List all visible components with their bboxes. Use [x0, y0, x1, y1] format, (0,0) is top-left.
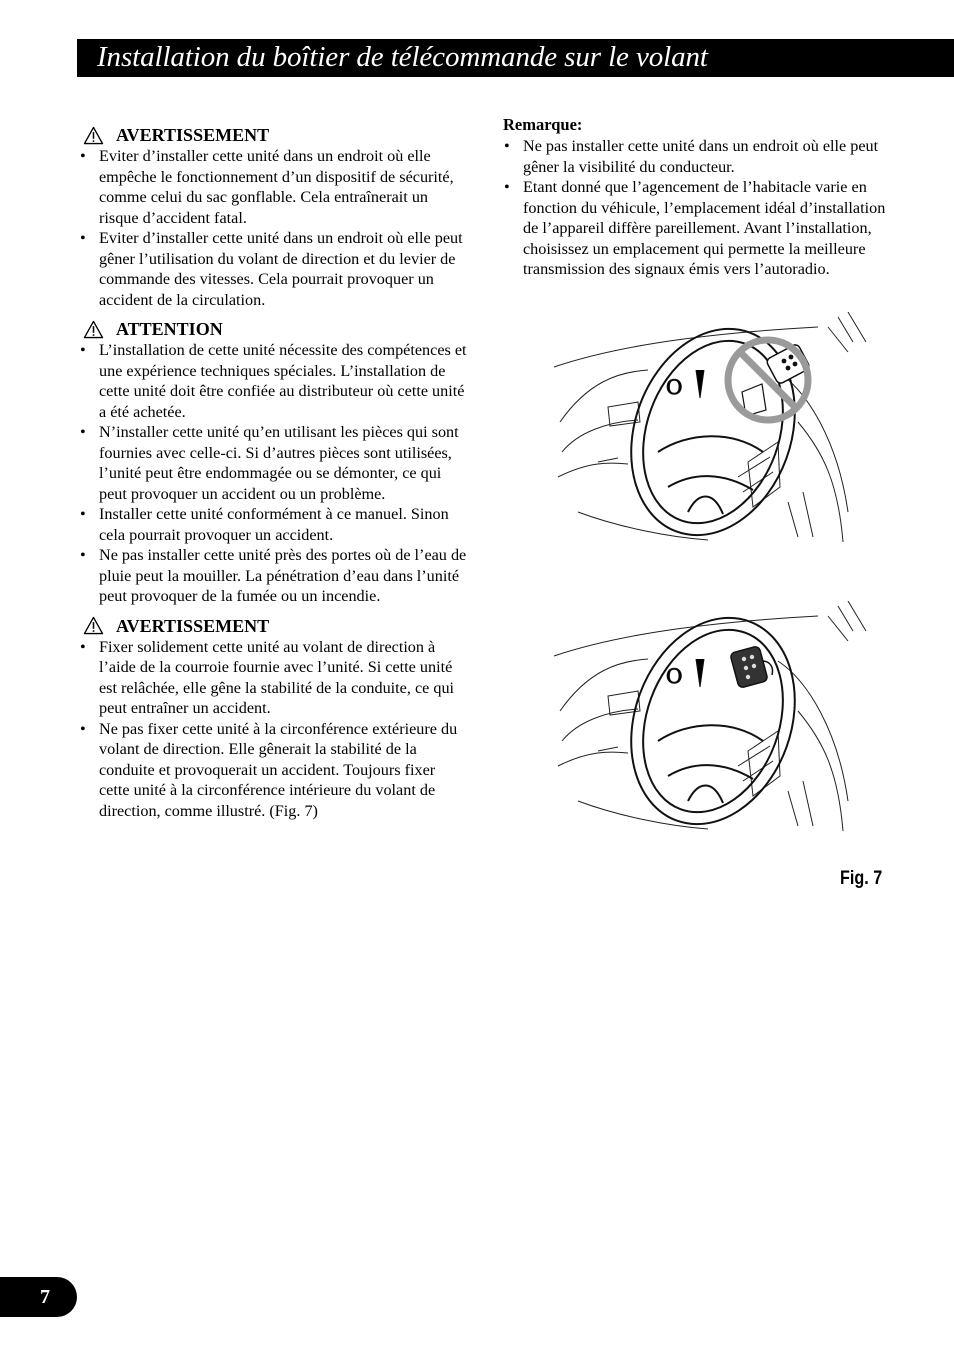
list-item: • N’installer cette unité qu’en utilisant les pièces qui sont fournies avec celle-ci. Si d’autres pièces sont utilisées, l’unité peut être endommagée ou se démonter, ce qui peut provoquer un accident ou un problème. — [80, 423, 459, 503]
steering-wheel-incorrect-illustration — [548, 312, 868, 552]
section-warning-1 — [79, 124, 469, 310]
section-heading: ATTENTION — [83, 318, 469, 340]
list-item: • Eviter d’installer cette unité dans un endroit où elle peut gêner l’utilisation du volant de direction et du levier de commande des vitesses. Cela pourrait provoquer un accident de la circulation. — [80, 229, 463, 309]
svg-text:O: O — [666, 375, 683, 399]
right-column — [503, 115, 898, 280]
page-number: 7 — [40, 1286, 50, 1308]
remark-list — [503, 136, 898, 280]
remark-heading: Remarque: — [503, 115, 583, 134]
title-bar — [77, 39, 954, 77]
section-warning-2 — [79, 615, 469, 822]
figure-steering-wheel — [548, 312, 868, 846]
steering-wheel-correct-illustration — [548, 601, 868, 841]
list-item: • Ne pas installer cette unité dans un endroit où elle peut gêner la visibilité du conducteur. — [504, 137, 879, 176]
bullet-list — [79, 340, 469, 607]
list-item: • L’installation de cette unité nécessite des compétences et une expérience techniques spéciales. L’installation de cette unité doit être confiée au distributeur où cette unité a été achetée. — [80, 341, 467, 421]
section-attention — [79, 318, 469, 607]
warning-triangle-icon — [83, 616, 104, 635]
list-item: • Ne pas fixer cette unité à la circonférence extérieure du volant de direction. Elle gênerait la stabilité de la conduite et provoquerait un accident. Toujours fixer cette unité à la circonférence intérieure du volant de direction, comme illustré. (Fig. 7) — [80, 719, 458, 820]
prohibited-icon — [728, 340, 808, 420]
figure-label: Fig. 7 — [840, 868, 883, 889]
list-item: • Ne pas installer cette unité près des portes où de l’eau de pluie peut la mouiller. La pénétration d’eau dans l’unité peut provoquer de la fumée ou un incendie. — [80, 546, 467, 605]
warning-triangle-icon — [83, 320, 104, 339]
page-number-tab — [0, 1277, 77, 1317]
page-title: Installation du boîtier de télécommande sur le volant — [97, 41, 708, 73]
list-item: • Eviter d’installer cette unité dans un endroit où elle empêche le fonctionnement d’un dispositif de sécurité, comme celui du sac gonflable. Cela entraînerait un risque d’accident fatal. — [80, 147, 454, 227]
list-item: • Fixer solidement cette unité au volant de direction à l’aide de la courroie fournie avec l’unité. Si cette unité est relâchée, elle gêne la stabilité de la conduite, ce qui peut entraîner un accident. — [80, 637, 455, 717]
warning-triangle-icon — [83, 126, 104, 145]
list-item: • Etant donné que l’agencement de l’habitacle varie en fonction du véhicule, l’emplacement idéal d’installation de l’appareil diffère pareillement. Avant l’installation, choisissez un emplacement qui permette la meilleure transmission des signaux émis vers l’autoradio. — [504, 178, 886, 278]
list-item: • Installer cette unité conformément à ce manuel. Sinon cela pourrait provoquer un accident. — [80, 505, 449, 544]
left-column — [79, 124, 469, 829]
remote-unit-mounted-icon — [730, 646, 773, 689]
bullet-list — [79, 637, 469, 822]
section-heading: AVERTISSEMENT — [83, 615, 469, 637]
bullet-list — [79, 146, 469, 310]
svg-text:O: O — [666, 664, 683, 688]
section-heading: AVERTISSEMENT — [83, 124, 469, 146]
